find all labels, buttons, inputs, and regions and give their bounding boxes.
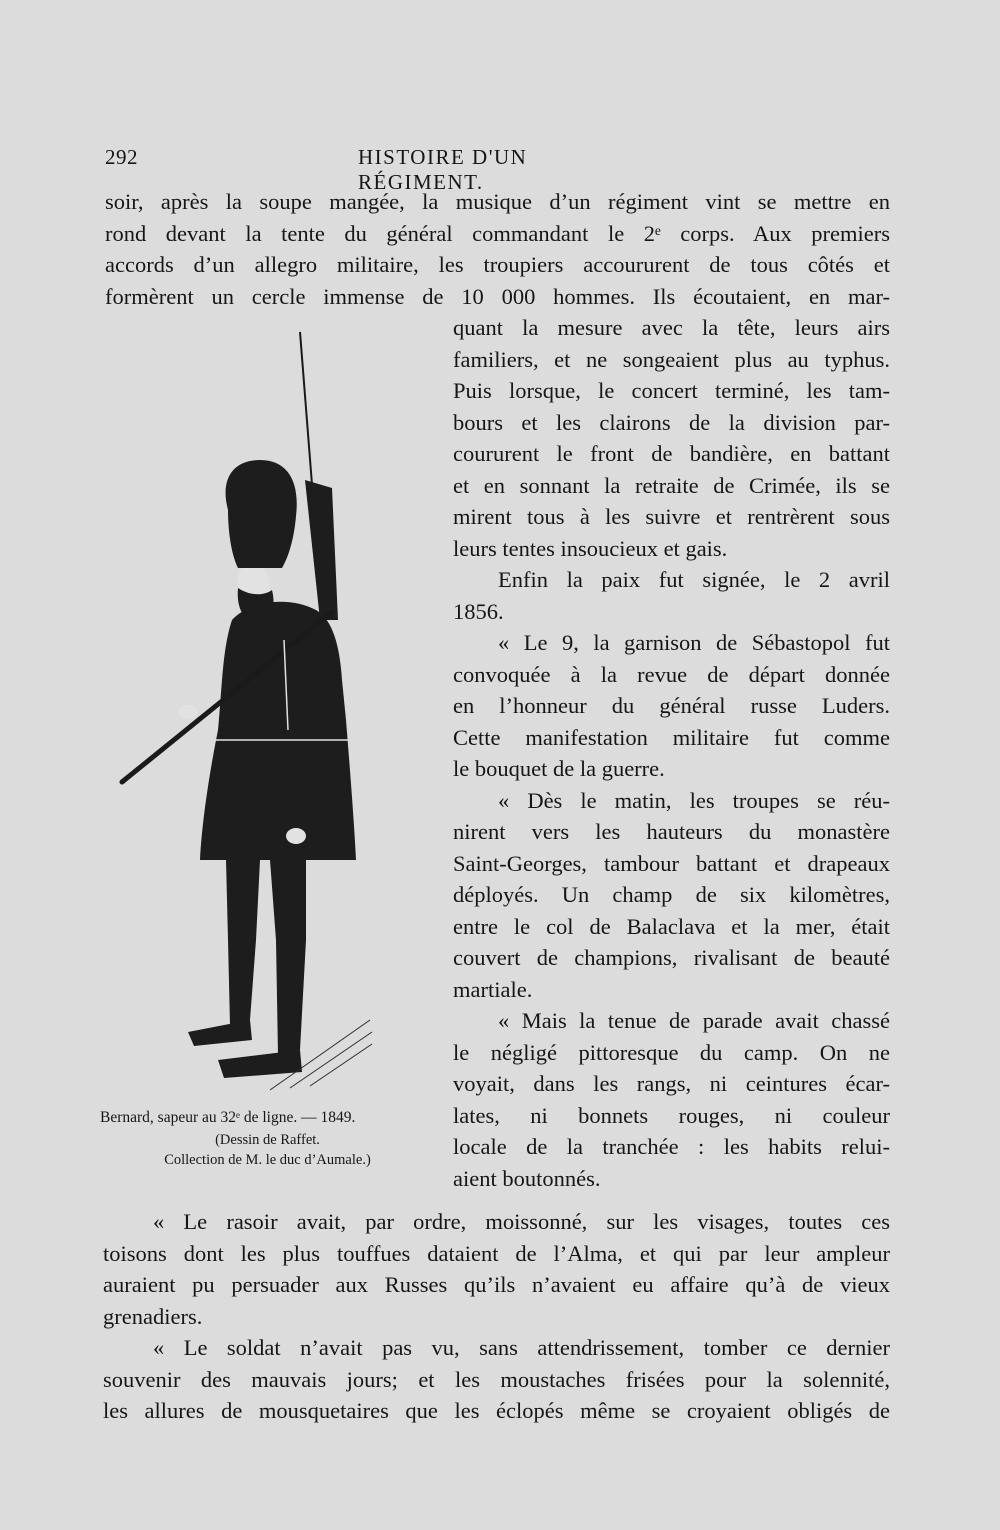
text-line: locale de la tranchée : les habits relui- — [453, 1134, 890, 1159]
caption-title: Bernard, sapeur au 32ᵉ de ligne. — 1849. — [100, 1109, 356, 1126]
text-line: accords d’un allegro militaire, les troupiers accoururent de tous côtés et — [105, 252, 890, 277]
text-line: grenadiers. — [103, 1303, 203, 1329]
text-line: « Dès le matin, les troupes se réu- — [498, 787, 890, 813]
text-line: aient boutonnés. — [453, 1165, 601, 1191]
text-line: « Le rasoir avait, par ordre, moissonné, sur les visages, toutes ces — [153, 1209, 890, 1234]
text-line: mirent tous à les suivre et rentrèrent sous — [453, 504, 890, 529]
text-line: rond devant la tente du général commandant le 2ᵉ corps. Aux premiers — [105, 220, 890, 246]
text-line: soir, après la soupe mangée, la musique d’un régiment vint se mettre en — [105, 189, 890, 214]
text-line: familiers, et ne songeaient plus au typhus. — [453, 346, 890, 372]
text-line: voyait, dans les rangs, ni ceintures écar- — [453, 1071, 890, 1096]
page-header — [105, 145, 635, 194]
text-line: souvenir des mauvais jours; et les moustaches frisées pour la solennité, — [103, 1366, 890, 1392]
caption-credit: (Dessin de Raffet. — [215, 1132, 320, 1148]
text-line: entre le col de Balaclava et la mer, était — [453, 913, 890, 939]
text-line: bours et les clairons de la division par- — [453, 409, 890, 435]
soldier-illustration — [110, 320, 380, 1100]
text-line: quant la mesure avec la tête, leurs airs — [453, 315, 890, 340]
text-line: le négligé pittoresque du camp. On ne — [453, 1039, 890, 1065]
text-line: convoquée à la revue de départ donnée — [453, 661, 890, 687]
text-line: martiale. — [453, 976, 533, 1002]
text-line: nirent vers les hauteurs du monastère — [453, 819, 890, 844]
text-line: coururent le front de bandière, en battant — [453, 441, 890, 466]
text-line: Saint-Georges, tambour battant et drapeaux — [453, 850, 890, 876]
running-title: HISTOIRE D'UN RÉGIMENT. — [358, 145, 528, 194]
text-line: auraient pu persuader aux Russes qu’ils n’avaient eu affaire qu’à de vieux — [103, 1272, 890, 1297]
text-line: « Mais la tenue de parade avait chassé — [498, 1008, 890, 1033]
body-text-top — [105, 186, 890, 312]
text-line: formèrent un cercle immense de 10 000 hommes. Ils écoutaient, en mar- — [105, 283, 890, 309]
text-line: Cette manifestation militaire fut comme — [453, 724, 890, 750]
page-number: 292 — [105, 145, 138, 169]
figure-caption — [100, 1106, 435, 1170]
text-line: « Le 9, la garnison de Sébastopol fut — [498, 630, 890, 655]
text-line: 1856. — [453, 598, 504, 624]
text-line: couvert de champions, rivalisant de beauté — [453, 945, 890, 970]
text-line: et en sonnant la retraite de Crimée, ils se — [453, 472, 890, 498]
text-line: leurs tentes insoucieux et gais. — [453, 535, 728, 561]
text-line: déployés. Un champ de six kilomètres, — [453, 882, 890, 907]
text-line: toisons dont les plus touffues dataient de l’Alma, et qui par leur ampleur — [103, 1240, 890, 1266]
caption-collection: Collection de M. le duc d’Aumale.) — [164, 1152, 371, 1168]
text-line: les allures de mousquetaires que les éclopés même se croyaient obligés de — [103, 1398, 890, 1423]
body-text-right-column — [453, 312, 890, 1194]
text-line: « Le soldat n’avait pas vu, sans attendrissement, tomber ce dernier — [153, 1335, 890, 1360]
text-line: Puis lorsque, le concert terminé, les tam- — [453, 378, 890, 403]
text-line: le bouquet de la guerre. — [453, 756, 665, 781]
text-line: Enfin la paix fut signée, le 2 avril — [498, 567, 890, 592]
text-line: en l’honneur du général russe Luders. — [453, 693, 890, 718]
body-text-bottom — [103, 1206, 890, 1427]
text-line: lates, ni bonnets rouges, ni couleur — [453, 1102, 890, 1128]
